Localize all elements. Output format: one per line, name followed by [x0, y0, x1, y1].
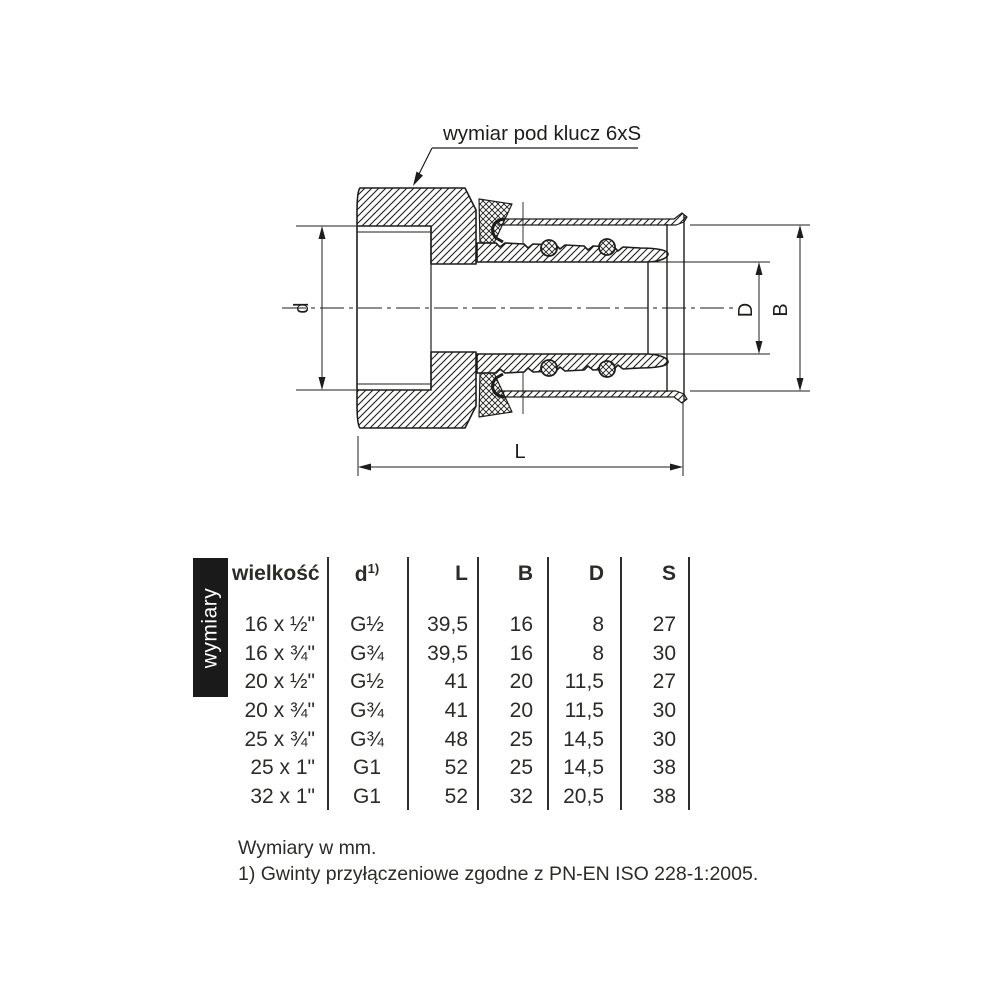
- cell-D: 14,5: [563, 756, 604, 780]
- cell-B: 32: [509, 784, 533, 808]
- cell-size: 20 x ½": [244, 670, 315, 694]
- thread-standard-note: 1) Gwinty przyłączeniowe zgodne z PN-EN ISO 228-1:2005.: [238, 863, 759, 885]
- header-B: B: [517, 562, 533, 585]
- cell-size: 25 x 1": [250, 756, 315, 780]
- table-side-label-box: [193, 558, 228, 697]
- cell-B: 20: [509, 699, 533, 723]
- cell-B: 16: [509, 613, 533, 637]
- callout-text: wymiar pod klucz 6xS: [443, 122, 642, 145]
- cell-B: 25: [509, 756, 533, 780]
- cell-d: G¾: [350, 727, 384, 751]
- dim-label-D: D: [735, 302, 757, 318]
- cell-size: 25 x ¾": [244, 727, 315, 751]
- cell-L: 52: [444, 784, 468, 808]
- cell-size: 16 x ¾": [244, 641, 315, 665]
- press-sleeve-section: [498, 213, 687, 225]
- cell-S: 38: [652, 756, 676, 780]
- cell-D: 11,5: [564, 699, 604, 723]
- cell-size: 20 x ¾": [244, 699, 315, 723]
- cell-D: 8: [592, 613, 604, 637]
- header-D: D: [588, 562, 604, 585]
- table-side-label: wymiary: [198, 587, 222, 668]
- footnotes: [238, 835, 758, 887]
- barbed-body-section: [477, 243, 668, 262]
- cell-S: 30: [652, 727, 676, 751]
- nut-section: [357, 188, 476, 264]
- header-d: $d^{1)}$: [354, 561, 380, 586]
- cell-d: G¾: [350, 641, 384, 665]
- dim-label-B: B: [770, 303, 792, 317]
- fitting-bottom-half: [357, 352, 687, 428]
- cell-size: 16 x ½": [244, 613, 315, 637]
- cell-B: 20: [509, 670, 533, 694]
- header-L: L: [455, 562, 468, 585]
- cell-size: 32 x 1": [250, 784, 315, 808]
- cell-d: G¾: [350, 699, 384, 723]
- header-size: wielkość: [232, 562, 320, 585]
- cell-L: 39,5: [427, 641, 468, 665]
- cell-D: 8: [592, 641, 604, 665]
- cell-L: 52: [444, 756, 468, 780]
- cell-D: 14,5: [563, 727, 604, 751]
- dim-label-L: L: [514, 441, 526, 463]
- cell-S: 38: [652, 784, 676, 808]
- cell-d: G½: [350, 670, 384, 694]
- cell-d: G1: [352, 756, 381, 780]
- table-separator: [688, 557, 690, 810]
- cell-B: 25: [509, 727, 533, 751]
- header-S: S: [661, 562, 676, 585]
- o-ring: [599, 239, 615, 255]
- cell-d: G½: [350, 613, 384, 637]
- cell-S: 27: [652, 670, 676, 694]
- dim-label-d: d: [291, 302, 313, 314]
- table-header-row: [232, 556, 688, 592]
- cell-L: 41: [444, 699, 468, 723]
- cell-d: G1: [352, 784, 381, 808]
- cell-S: 30: [652, 699, 676, 723]
- fitting-top-half: [357, 188, 687, 264]
- o-ring: [541, 240, 557, 256]
- table-body: [232, 611, 688, 811]
- cell-D: 20,5: [563, 784, 604, 808]
- callout-leader: [413, 148, 638, 186]
- cell-B: 16: [509, 641, 533, 665]
- cell-L: 41: [444, 670, 468, 694]
- cell-L: 39,5: [427, 613, 468, 637]
- cell-S: 27: [652, 613, 676, 637]
- units-note: Wymiary w mm.: [238, 837, 377, 859]
- cell-D: 11,5: [564, 670, 604, 694]
- cell-S: 30: [652, 641, 676, 665]
- cell-L: 48: [444, 727, 468, 751]
